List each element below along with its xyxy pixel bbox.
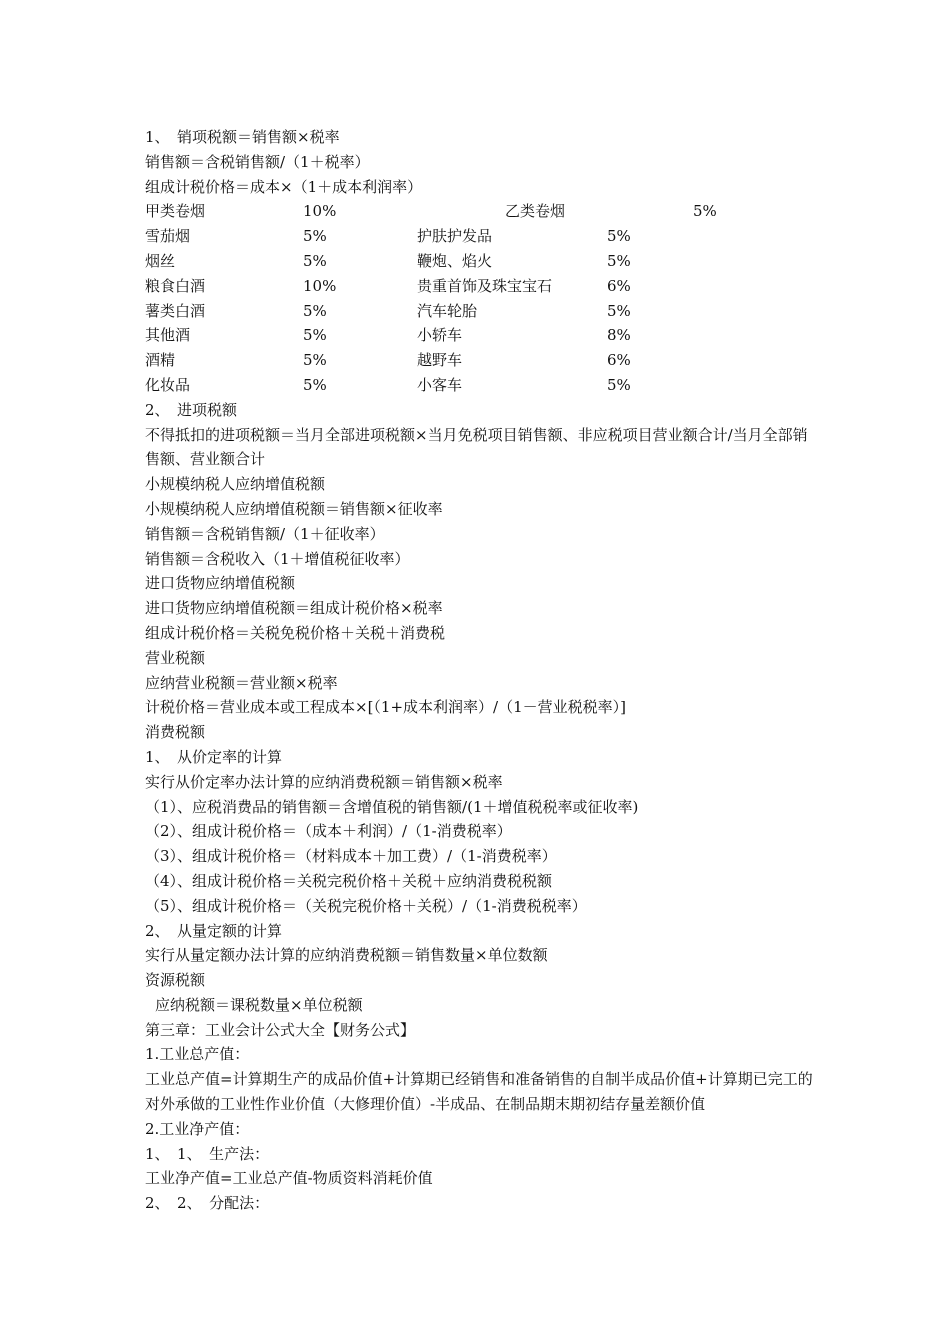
text-line: 1、 从价定率的计算 [145,747,283,766]
text-line: 1、 1、 生产法： [145,1144,270,1163]
text-line: 1.工业总产值： [145,1045,250,1064]
item-name: 甲类卷烟 [145,202,206,221]
text-line: 工业总产值=计算期生产的成品价值+计算期已经销售和准备销售的自制半成品价值+计算期已完工的对外承做的工业性作业价值（大修理价值）-半成品、在制品期末期初结存量差额价值 [145,1070,813,1114]
text-line: 消费税额 [145,723,206,742]
item-name: 粮食白酒 [145,276,206,295]
text-line: 资源税额 [145,971,206,990]
item-rate: 5% [607,301,631,320]
text-line: （5）、组成计税价格＝（关税完税价格＋关税）/（1-消费税税率） [145,896,587,915]
rate-table-row [145,274,815,299]
rate-table-row [145,224,815,249]
item-name: 烟丝 [145,251,176,270]
rate-table-header-row [145,199,815,224]
text-line: 小规模纳税人应纳增值税额＝销售额×征收率 [145,499,443,518]
item-name: 乙类卷烟 [505,202,566,221]
rate-table-row [145,348,815,373]
item-name: 小轿车 [417,326,463,345]
text-line: （4）、组成计税价格＝关税完税价格＋关税＋应纳消费税税额 [145,871,553,890]
item-name: 越野车 [417,351,463,370]
text-line: 2、 从量定额的计算 [145,921,283,940]
text-line: 营业税额 [145,648,206,667]
item-rate: 8% [607,326,631,345]
item-rate: 5% [607,375,631,394]
item-name: 汽车轮胎 [417,301,478,320]
item-rate: 6% [607,276,631,295]
text-line: 应纳营业税额＝营业额×税率 [145,673,338,692]
text-line: 工业净产值=工业总产值-物质资料消耗价值 [145,1169,433,1188]
item-rate: 5% [303,301,327,320]
item-name: 护肤护发品 [417,227,493,246]
item-rate: 5% [607,251,631,270]
item-rate: 6% [607,351,631,370]
text-line: 1、 销项税额＝销售额×税率 [145,128,340,146]
text-line: （3）、组成计税价格＝（材料成本＋加工费）/（1-消费税率） [145,847,557,866]
text-line: （2）、组成计税价格＝（成本＋利润）/（1-消费税率） [145,822,512,841]
item-rate: 5% [303,251,327,270]
item-rate: 5% [693,202,717,221]
text-line: 进口货物应纳增值税额 [145,574,296,593]
item-rate: 10% [303,202,337,221]
item-rate: 5% [303,227,327,246]
item-name: 贵重首饰及珠宝宝石 [417,276,553,295]
text-line: 2.工业净产值： [145,1119,250,1138]
text-line: 进口货物应纳增值税额＝组成计税价格×税率 [145,599,443,618]
text-line: 应纳税额＝课税数量×单位税额 [155,995,363,1014]
item-rate: 5% [607,227,631,246]
text-line: 组成计税价格＝关税免税价格＋关税＋消费税 [145,623,446,642]
text-line: 销售额＝含税销售额/（1＋征收率） [145,524,385,543]
rate-table-row [145,249,815,274]
item-rate: 5% [303,326,327,345]
text-line: （1）、应税消费品的销售额＝含增值税的销售额/(1＋增值税税率或征收率) [145,797,639,816]
item-name: 其他酒 [145,326,191,345]
item-name: 鞭炮、焰火 [417,251,493,270]
text-line: 小规模纳税人应纳增值税额 [145,475,326,494]
text-line: 计税价格＝营业成本或工程成本×[（1+成本利润率）/（1－营业税税率）] [145,698,626,717]
text-line: 实行从量定额办法计算的应纳消费税额＝销售数量×单位数额 [145,946,548,965]
text-line: 2、 2、 分配法： [145,1194,270,1213]
item-name: 化妆品 [145,375,191,394]
text-line: 销售额＝含税收入（1＋增值税征收率） [145,549,410,568]
item-rate: 5% [303,351,327,370]
item-rate: 10% [303,276,337,295]
rate-table-row [145,373,815,398]
text-line: 组成计税价格＝成本×（1＋成本利润率） [145,177,423,196]
rate-table-row [145,299,815,324]
document-body [145,125,815,1216]
text-line: 销售额＝含税销售额/（1＋税率） [145,152,370,171]
text-line: 不得抵扣的进项税额＝当月全部进项税额×当月免税项目销售额、非应税项目营业额合计/当月全部销售额、营业额合计 [145,425,808,469]
item-name: 酒精 [145,351,176,370]
item-name: 雪茄烟 [145,227,191,246]
item-name: 薯类白酒 [145,301,206,320]
text-line: 2、 进项税额 [145,400,238,419]
item-name: 小客车 [417,375,463,394]
rate-table-row [145,323,815,348]
text-line: 实行从价定率办法计算的应纳消费税额＝销售额×税率 [145,772,503,791]
chapter-heading: 第三章：工业会计公式大全【财务公式】 [145,1020,416,1039]
item-rate: 5% [303,375,327,394]
